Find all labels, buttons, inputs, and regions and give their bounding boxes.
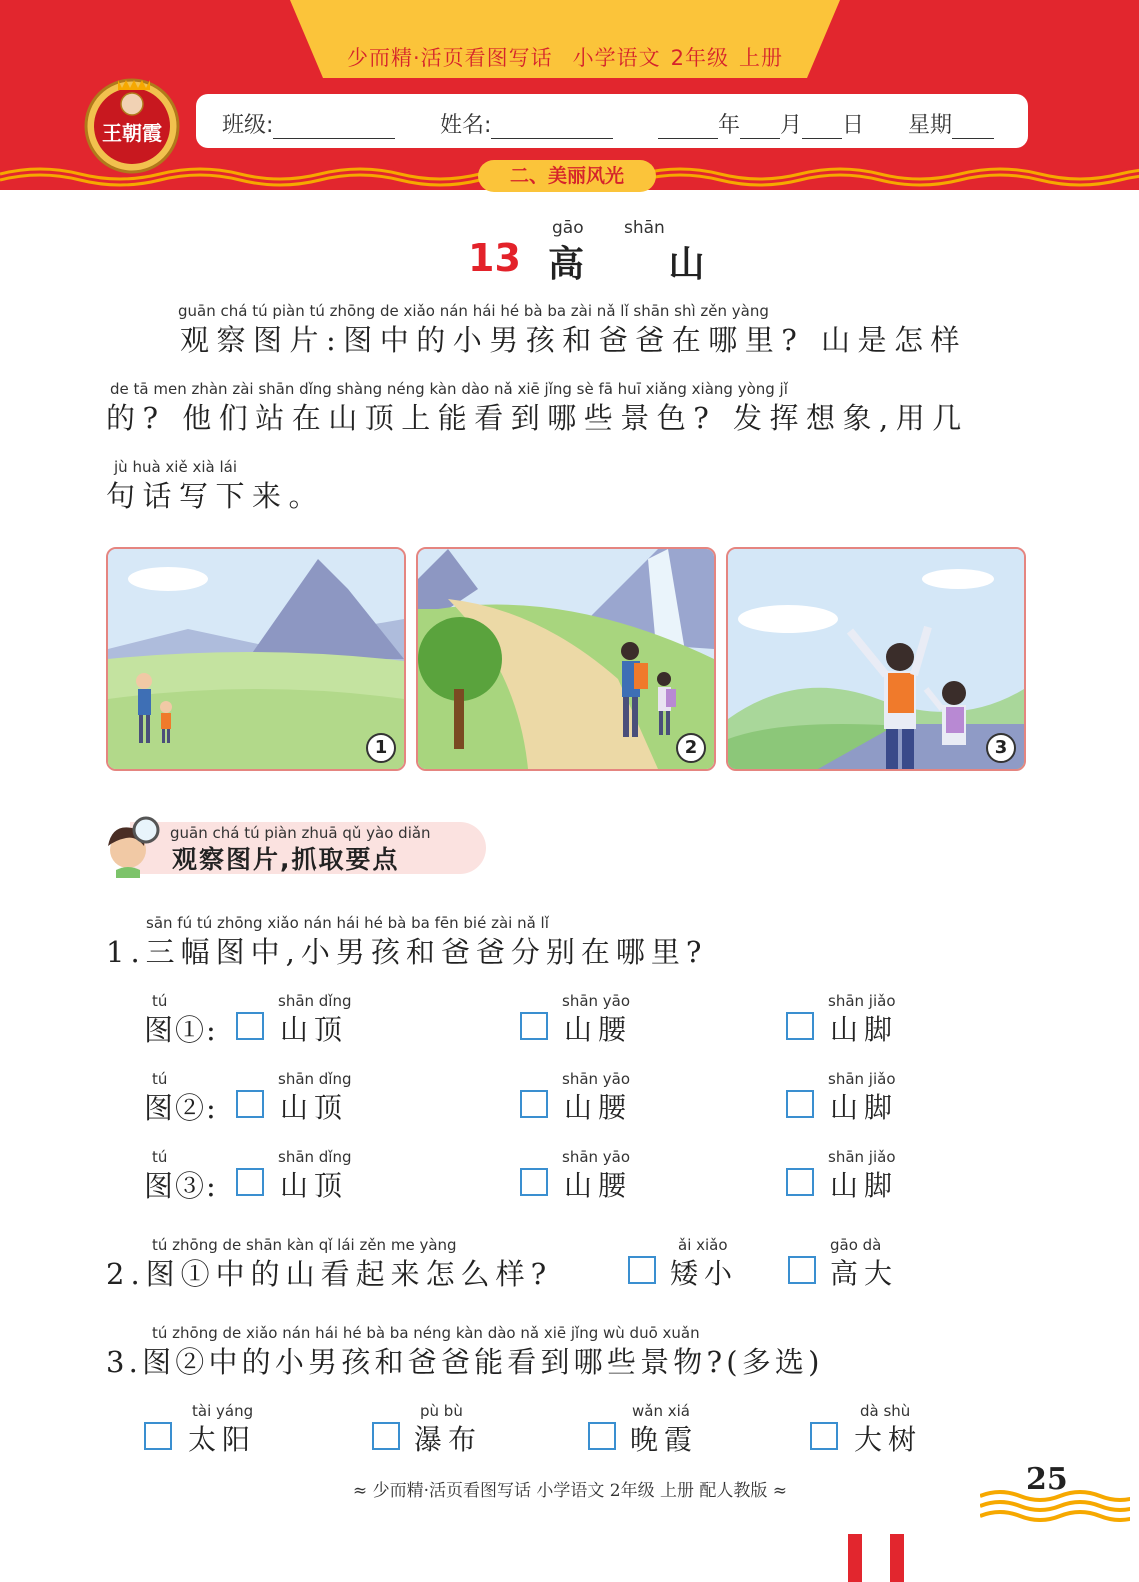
q1-row1-opt1-pinyin: shān dǐng [278, 992, 352, 1010]
section-pinyin: guān chá tú piàn zhuā qǔ yào diǎn [170, 824, 431, 842]
q1-row1-opt2-pinyin: shān yāo [562, 992, 631, 1010]
q1-row3-checkbox-top[interactable] [236, 1168, 264, 1196]
q3-checkbox-sun[interactable] [144, 1422, 172, 1450]
q3-checkbox-waterfall[interactable] [372, 1422, 400, 1450]
q1-text: 1.三幅图中,小男孩和爸爸分别在哪里? [106, 935, 708, 969]
q3-opt1-pinyin: tài yáng [192, 1402, 254, 1420]
q1-pinyin: sān fú tú zhōng xiǎo nán hái hé bà ba fēn bié zài nǎ lǐ [146, 914, 549, 932]
prompt-pinyin-3: jù huà xiě xià lái [114, 458, 237, 476]
panel-number-2: 2 [676, 733, 706, 763]
q1-row1-checkbox-top[interactable] [236, 1012, 264, 1040]
lesson-title: 高 山 [548, 244, 741, 285]
name-field[interactable] [440, 108, 613, 139]
q3-opt4-pinyin: dà shù [860, 1402, 911, 1420]
q2-opt1: 矮小 [670, 1257, 739, 1290]
prompt-pinyin-2: de tā men zhàn zài shān dǐng shàng néng kàn dào nǎ xiē jǐng sè fā huī xiǎng xiàng yòng jǐ [110, 380, 788, 398]
q1-row1-checkbox-waist[interactable] [520, 1012, 548, 1040]
q3-text: 3.图②中的小男孩和爸爸能看到哪些景物?(多选) [106, 1345, 824, 1379]
q1-row2-opt2-pinyin: shān yāo [562, 1070, 631, 1088]
footer-text: ≈ 少而精·活页看图写话 小学语文 2年级 上册 配人教版 ≈ [352, 1481, 788, 1501]
bottom-bar-left [848, 1534, 862, 1582]
panel-number-3: 3 [986, 733, 1016, 763]
q1-row2-checkbox-foot[interactable] [786, 1090, 814, 1118]
q1-row2-opt2: 山腰 [564, 1091, 633, 1124]
q3-opt4: 大树 [854, 1423, 923, 1456]
q3-checkbox-tree[interactable] [810, 1422, 838, 1450]
q1-row1-label: 图①: [144, 1013, 218, 1047]
year-label: 年 [718, 113, 741, 138]
q2-checkbox-tall[interactable] [788, 1256, 816, 1284]
book-grade: 2年级 [670, 46, 730, 70]
q3-pinyin: tú zhōng de xiǎo nán hái hé bà ba néng kàn dào nǎ xiē jǐng wù duō xuǎn [152, 1324, 700, 1342]
q1-row1-opt2: 山腰 [564, 1013, 633, 1046]
panel-number-1: 1 [366, 733, 396, 763]
q2-text: 2.图①中的山看起来怎么样? [106, 1257, 553, 1291]
brand-logo [80, 70, 184, 174]
picture-panel-3 [726, 547, 1026, 771]
q1-row3-opt3-pinyin: shān jiǎo [828, 1148, 896, 1166]
q1-row3-opt2-pinyin: shān yāo [562, 1148, 631, 1166]
q1-row1-checkbox-foot[interactable] [786, 1012, 814, 1040]
q1-row2-label-pinyin: tú [152, 1070, 168, 1088]
tree [418, 617, 502, 701]
prompt-pinyin-1: guān chá tú piàn tú zhōng de xiǎo nán hái hé bà ba zài nǎ lǐ shān shì zěn yàng [178, 302, 769, 320]
q1-row3-opt1-pinyin: shān dǐng [278, 1148, 352, 1166]
weekday-blank[interactable] [952, 114, 994, 139]
book-volume: 上册 [739, 46, 784, 70]
q1-row2-checkbox-waist[interactable] [520, 1090, 548, 1118]
year-blank[interactable] [658, 114, 718, 139]
q1-row3-checkbox-waist[interactable] [520, 1168, 548, 1196]
class-blank[interactable] [273, 114, 395, 139]
q1-row2-opt1-pinyin: shān dǐng [278, 1070, 352, 1088]
day-blank[interactable] [802, 114, 842, 139]
q1-row2-opt3: 山脚 [830, 1091, 899, 1124]
q2-pinyin: tú zhōng de shān kàn qǐ lái zěn me yàng [152, 1236, 457, 1254]
q1-row3-label: 图③: [144, 1169, 218, 1203]
q1-row2-opt1: 山顶 [280, 1091, 349, 1124]
name-blank[interactable] [491, 114, 613, 139]
q1-row1-opt1: 山顶 [280, 1013, 349, 1046]
title-pinyin-1: gāo [552, 218, 584, 238]
q1-row3-opt2: 山腰 [564, 1169, 633, 1202]
q3-opt2: 瀑布 [414, 1423, 483, 1456]
month-label: 月 [780, 113, 803, 138]
q3-opt2-pinyin: pù bù [420, 1402, 463, 1420]
page-number: 25 [1026, 1462, 1068, 1497]
q3-opt1: 太阳 [188, 1423, 257, 1456]
q1-row1-label-pinyin: tú [152, 992, 168, 1010]
weekday-field[interactable] [908, 108, 994, 139]
class-label: 班级: [222, 113, 274, 138]
q3-checkbox-sunset[interactable] [588, 1422, 616, 1450]
title-pinyin-2: shān [624, 218, 665, 238]
picture-panel-2 [416, 547, 716, 771]
q1-row2-opt3-pinyin: shān jiǎo [828, 1070, 896, 1088]
q2-opt1-pinyin: ǎi xiǎo [678, 1236, 728, 1254]
q1-row1-opt3-pinyin: shān jiǎo [828, 992, 896, 1010]
month-blank[interactable] [740, 114, 780, 139]
q1-row2-label: 图②: [144, 1091, 218, 1125]
book-title [290, 42, 840, 72]
date-field[interactable] [658, 108, 864, 139]
prompt-line-2: 的? 他们站在山顶上能看到哪些景色? 发挥想象,用几 [106, 401, 969, 435]
panel-2-illustration [418, 549, 714, 769]
q3-opt3: 晚霞 [630, 1423, 699, 1456]
q1-row3-label-pinyin: tú [152, 1148, 168, 1166]
prompt-line-3: 句话写下来。 [106, 479, 326, 513]
book-subject: 小学语文 [572, 46, 661, 70]
section-title: 观察图片,抓取要点 [172, 845, 400, 874]
q2-opt2-pinyin: gāo dà [830, 1236, 882, 1254]
logo-text: 王朝霞 [102, 121, 162, 145]
panel-3-illustration [728, 549, 1024, 769]
picture-panel-1 [106, 547, 406, 771]
day-label: 日 [842, 113, 865, 138]
bottom-bar-right [890, 1534, 904, 1582]
book-series: 少而精·活页看图写话 [346, 46, 553, 70]
unit-tag: 二、美丽风光 [478, 160, 656, 192]
class-field[interactable] [222, 108, 395, 139]
q1-row2-checkbox-top[interactable] [236, 1090, 264, 1118]
q2-opt2: 高大 [830, 1257, 899, 1290]
q1-row3-opt1: 山顶 [280, 1169, 349, 1202]
q1-row1-opt3: 山脚 [830, 1013, 899, 1046]
prompt-line-1: 观察图片:图中的小男孩和爸爸在哪里? 山是怎样 [180, 323, 968, 357]
magnifier-girl-icon [100, 812, 162, 878]
weekday-label: 星期 [908, 113, 953, 138]
q1-row3-checkbox-foot[interactable] [786, 1168, 814, 1196]
q1-row3-opt3: 山脚 [830, 1169, 899, 1202]
lesson-number: 13 [468, 236, 521, 280]
panel-1-illustration [108, 549, 404, 769]
q2-checkbox-short[interactable] [628, 1256, 656, 1284]
name-label: 姓名: [440, 113, 492, 138]
q3-opt3-pinyin: wǎn xiá [632, 1402, 690, 1420]
